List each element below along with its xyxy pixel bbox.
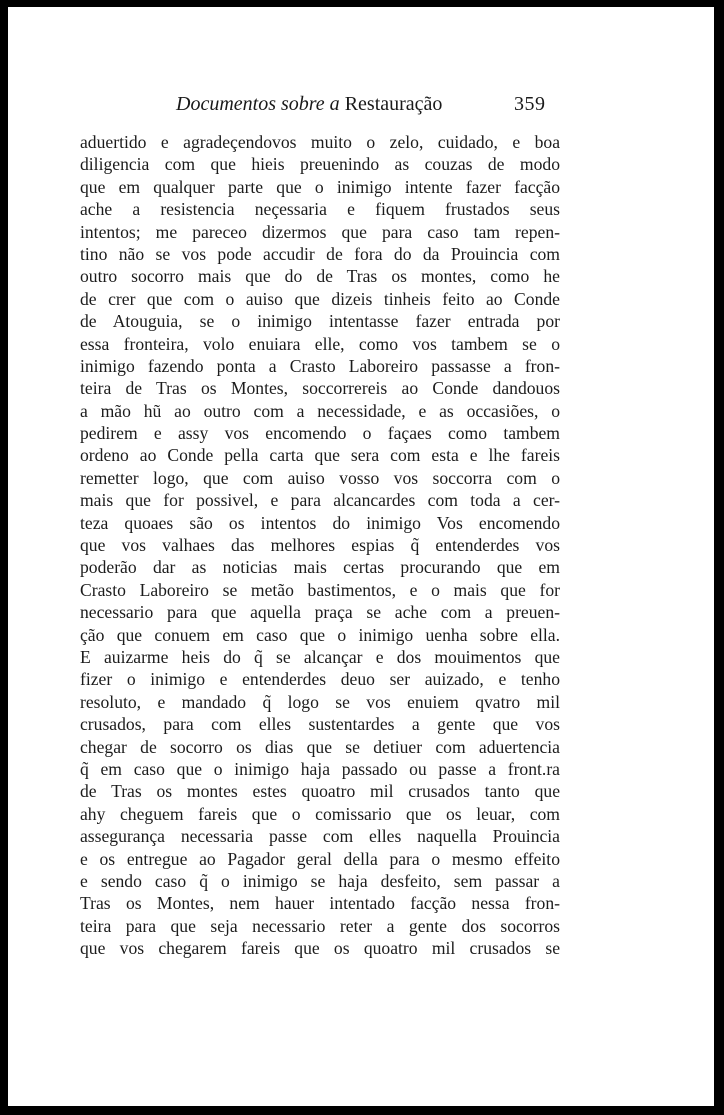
running-title-roman: Restauração bbox=[344, 93, 443, 115]
text-line: ção que conuem em caso que o inimigo uenha sobre ella. bbox=[80, 624, 560, 645]
text-line: intentos; me pareceo dizermos que para caso tam repen- bbox=[80, 221, 560, 242]
body-text bbox=[80, 131, 560, 959]
text-line: resoluto, e mandado q̃ logo se vos enuiem qvatro mil bbox=[80, 691, 560, 712]
text-line: e sendo caso q̃ o inimigo se haja desfeito, sem passar a bbox=[80, 870, 560, 891]
text-line: Crasto Laboreiro se metão bastimentos, e o mais que for bbox=[80, 579, 560, 600]
text-line: aduertido e agradeçendovos muito o zelo, cuidado, e boa bbox=[80, 132, 560, 152]
text-line: mais que for possivel, e para alcancardes com toda a cer- bbox=[80, 490, 560, 511]
book-page bbox=[8, 7, 714, 1106]
text-line: remetter logo, que com auiso vosso vos soccorra com o bbox=[80, 467, 560, 488]
text-line: ordeno ao Conde pella carta que sera com esta e lhe fareis bbox=[80, 445, 560, 466]
text-line: a mão hũ ao outro com a necessidade, e as occasiões, o bbox=[80, 400, 560, 421]
text-line: essa fronteira, volo enuiara elle, como vos tambem se o bbox=[80, 333, 560, 354]
text-line: poderão dar as noticias mais certas procurando que em bbox=[80, 557, 560, 578]
text-line: ache a resistencia neçessaria e fiquem frustados seus bbox=[80, 199, 560, 220]
text-line: assegurança necessaria passe com elles naquella Prouincia bbox=[80, 826, 560, 847]
text-line: Tras os Montes, nem hauer intentado facção nessa fron- bbox=[80, 893, 560, 914]
text-line: que vos chegarem fareis que os quoatro mil crusados se bbox=[80, 938, 560, 959]
text-line: q̃ em caso que o inimigo haja passado ou passe a front.ra bbox=[80, 758, 560, 779]
text-line: outro socorro mais que do de Tras os montes, como he bbox=[80, 266, 560, 287]
text-line: de Atouguia, se o inimigo intentasse fazer entrada por bbox=[80, 311, 560, 332]
running-title bbox=[176, 93, 442, 116]
text-line: teira para que seja necessario reter a gente dos socorros bbox=[80, 915, 560, 936]
text-line: teira de Tras os Montes, soccorrereis ao Conde dandouos bbox=[80, 378, 560, 399]
text-line: que em qualquer parte que o inimigo intente fazer facção bbox=[80, 176, 560, 197]
text-line: que vos valhaes das melhores espias q̃ entenderdes vos bbox=[80, 535, 560, 556]
text-line: e os entregue ao Pagador geral della para o mesmo effeito bbox=[80, 848, 560, 869]
running-title-italic: Documentos sobre a bbox=[176, 93, 340, 115]
text-line: teza quoaes são os intentos do inimigo Vos encomendo bbox=[80, 512, 560, 533]
text-line: ahy cheguem fareis que o comissario que os leuar, com bbox=[80, 803, 560, 824]
text-line: pedirem e assy vos encomendo o façaes como tambem bbox=[80, 423, 560, 444]
text-line: E auizarme heis do q̃ se alcançar e dos mouimentos que bbox=[80, 646, 560, 667]
text-line: de Tras os montes estes quoatro mil crusados tanto que bbox=[80, 781, 560, 802]
text-line: necessario para que aquella praça se ache com a preuen- bbox=[80, 602, 560, 623]
text-line: inimigo fazendo ponta a Crasto Laboreiro passasse a fron- bbox=[80, 355, 560, 376]
page-number: 359 bbox=[514, 93, 546, 115]
text-line: de crer que com o auiso que dizeis tinheis feito ao Conde bbox=[80, 288, 560, 309]
text-line: diligencia com que hieis preuenindo as couzas de modo bbox=[80, 154, 560, 175]
text-line: chegar de socorro os dias que se detiuer com aduertencia bbox=[80, 736, 560, 757]
text-line: crusados, para com elles sustentardes a gente que vos bbox=[80, 714, 560, 735]
page-header bbox=[8, 93, 714, 123]
text-line: fizer o inimigo e entenderdes deuo ser auizado, e tenho bbox=[80, 669, 560, 690]
text-line: tino não se vos pode accudir de fora do da Prouincia com bbox=[80, 243, 560, 264]
